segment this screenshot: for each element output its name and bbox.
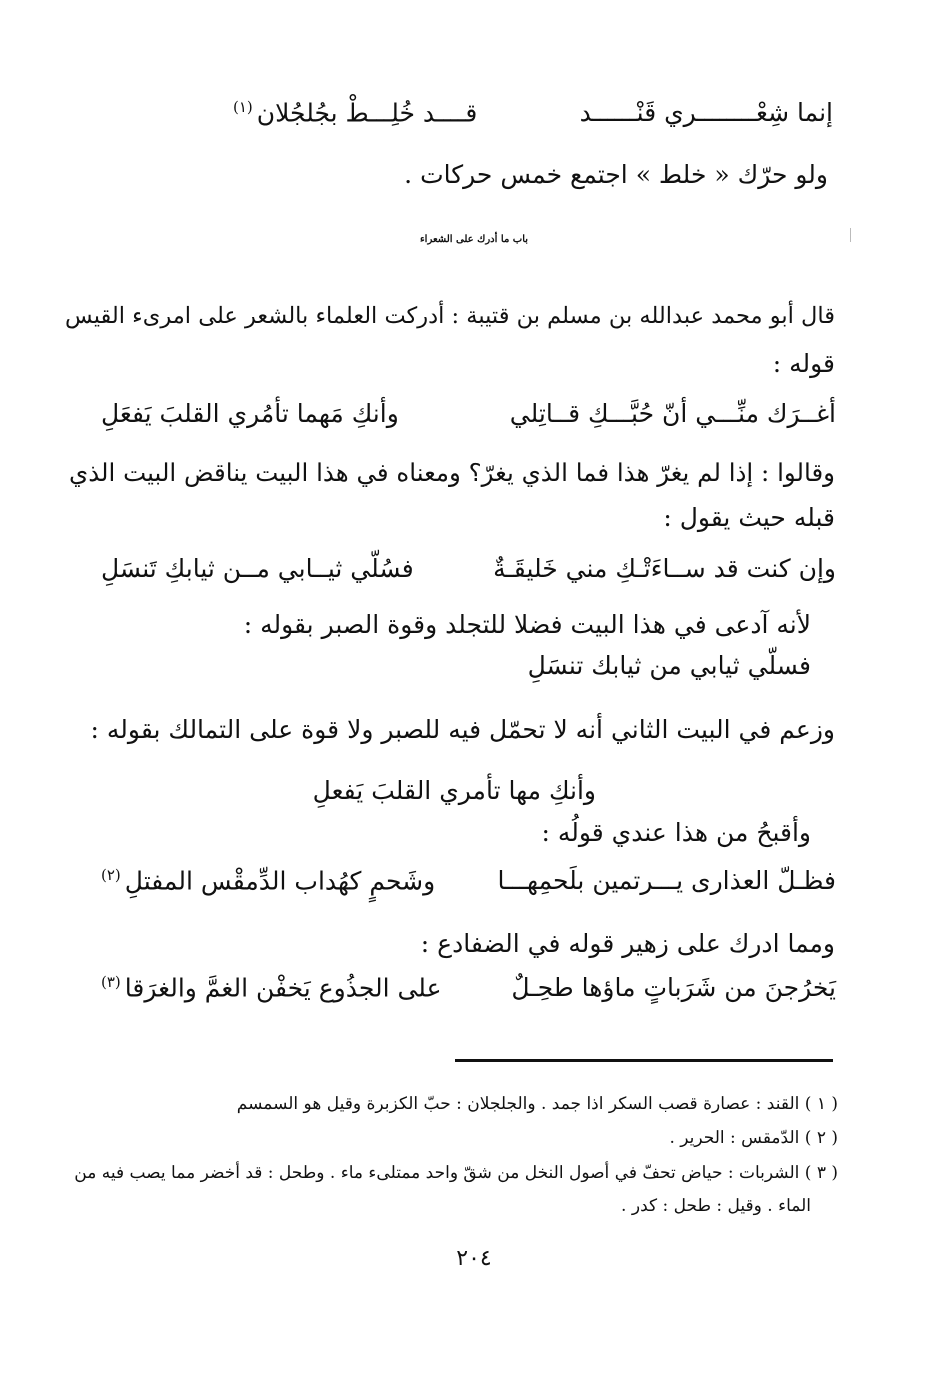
verse-4-second-hemistich [101,866,435,895]
verse-4-second-text: وشَحمٍ كهُداب الدِّمقْس المفتلِ [124,866,436,896]
footnote-separator [455,1059,833,1062]
verse-3 [101,554,836,583]
line-4: قال أبو محمد عبدالله بن مسلم بن قتيبة : أدركت العلماء بالشعر على امرىء القيس [65,303,835,329]
page-number: ٢٠٤ [456,1246,492,1271]
verse-2-first-hemistich: أغــرَك منِّـــي أنّ حُبَّـــكِ قــاتِلي [509,399,836,428]
verse-1 [233,98,833,127]
line-2: ولو حرّك « خلط » اجتمع خمس حركات . [404,160,828,189]
verse-1-second-hemistich [233,98,477,127]
verse-2-second-hemistich: وأنكِ مَهما تأمُري القلبَ يَفعَلِ [101,399,399,428]
verse-5-second-hemistich [101,973,442,1002]
line-7: وقالوا : إذا لم يغرّ هذا فما الذي يغرّ؟ ومعناه في هذا البيت يناقض البيت الذي [69,458,835,487]
line-14: وأقبحُ من هذا عندي قولُه : [541,818,811,847]
verse-2 [101,399,836,428]
section-title: باب ما أدرك على الشعراء [419,234,529,245]
verse-1-first-hemistich: إنما شِعْــــــــري قَنْــــــد [579,98,833,128]
verse-5 [101,973,836,1002]
line-10: لأنه آدعى في هذا البيت فضلا للتجلد وقوة الصبر بقوله : [243,610,811,639]
line-13: وأنكِ مها تأمري القلبَ يَفعلِ [312,776,596,805]
verse-1-second-text: قــــد خُلِـــطْ بجُلجُلان [256,98,478,128]
line-16: ومما ادرك على زهير قوله في الضفادع : [420,929,835,958]
footnote-1: ( ١ ) القند : عصارة قصب السكر اذا جمد . والجلجلان : حبّ الكزبرة وقيل هو السمسم [236,1094,838,1114]
footnote-marker-3: (٣) [101,973,121,991]
footnote-marker-1: (١) [233,98,253,116]
footnote-3-continued: الماء . وقيل : طحل : كدر . [621,1196,811,1216]
verse-3-second-hemistich: فسُلّي ثيــابي مــن ثيابكِ تَنسَلِ [101,554,414,583]
line-8: قبله حيث يقول : [663,503,835,532]
footnote-2: ( ٢ ) الدّمقس : الحرير . [669,1128,838,1148]
verse-4 [101,866,836,895]
footnote-3: ( ٣ ) الشربات : حياض تحفّ في أصول النخل من شقّ واحد ممتلىء ماء . وطحل : قد أخضر مما يصب فيه من [74,1163,838,1183]
line-12: وزعم في البيت الثاني أنه لا تحمّل فيه للصبر ولا قوة على التمالك بقوله : [90,715,835,744]
footnote-marker-2: (٢) [101,866,121,884]
verse-5-second-text: على الجذُوع يَخفْن الغمَّ والغرَقا [124,973,442,1003]
verse-4-first-hemistich: فظـلّ العذارى يـــرتمين بلَحمِهـــا [497,866,836,896]
verse-5-first-hemistich: يَخرُجنَ من شَرَباتٍ ماؤها طحِـلٌ [511,973,836,1003]
line-11: فسلّي ثيابي من ثيابك تنسَلِ [527,651,811,680]
verse-3-first-hemistich: وإن كنت قد ســاءَتْـكِ مني خَليقَـةٌ [493,554,836,583]
line-5: قوله : [772,349,835,378]
